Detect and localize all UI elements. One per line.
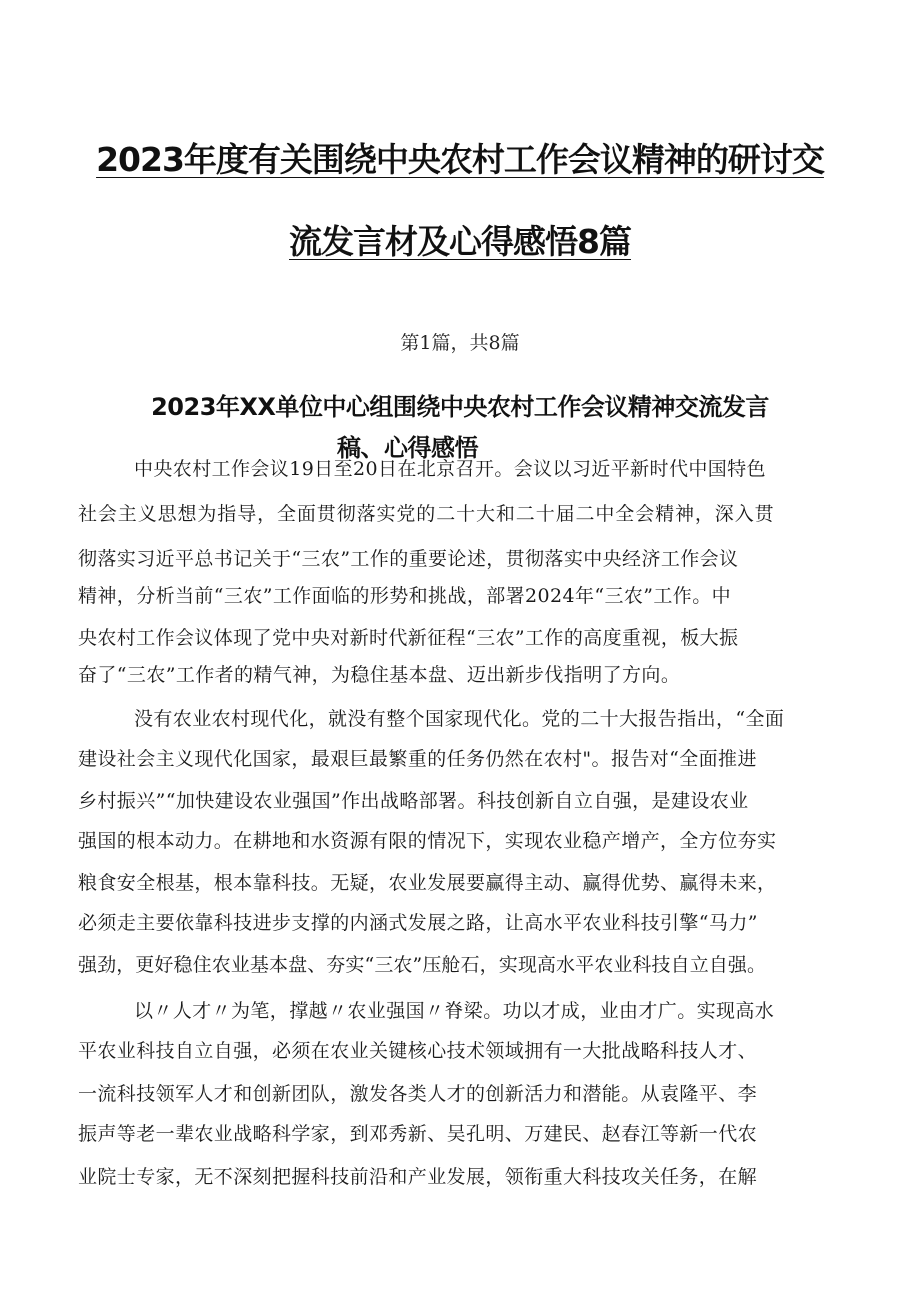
body-line: 必须走主要依靠科技进步支撑的内涵式发展之路，让高水平农业科技引擎“马力” <box>78 912 758 934</box>
body-line: 建设社会主义现代化国家，最艰巨最繁重的任务仍然在农村"。报告对“全面推进 <box>78 748 757 770</box>
body-line: 业院士专家，无不深刻把握科技前沿和产业发展，领衔重大科技攻关任务，在解 <box>78 1166 758 1188</box>
body-line: 彻落实习近平总书记关于“三农”工作的重要论述，贯彻落实中央经济工作会议 <box>78 548 739 570</box>
body-line: 没有农业农村现代化，就没有整个国家现代化。党的二十大报告指出，“全面 <box>134 708 785 730</box>
title-line-1-text: 2023年度有关围绕中央农村工作会议精神的研讨交 <box>96 140 824 179</box>
body-line: 以〃人才〃为笔，撑越〃农业强国〃脊梁。功以才成，业由才广。实现高水 <box>134 1000 775 1022</box>
body-line: 中央农村工作会议19日至20日在北京召开。会议以习近平新时代中国特色 <box>134 458 766 480</box>
body-line: 社会主义思想为指导，全面贯彻落实党的二十大和二十届二中全会精神，深入贯 <box>78 503 775 525</box>
part-label: 第1篇，共8篇 <box>400 332 520 354</box>
document-title-line-2 <box>70 222 850 262</box>
body-line: 粮食安全根基，根本靠科技。无疑，农业发展要赢得主动、赢得优势、赢得未来， <box>78 872 777 894</box>
body-line: 平农业科技自立自强，必须在农业关键核心技术领域拥有一大批战略科技人才、 <box>78 1040 758 1062</box>
body-line: 央农村工作会议体现了党中央对新时代新征程“三农”工作的高度重视，板大振 <box>78 627 739 649</box>
body-line: 乡村振兴”“加快建设农业强国”作出战略部署。科技创新自立自强，是建设农业 <box>78 790 749 812</box>
body-line: 振声等老一辈农业战略科学家，到邓秀新、吴孔明、万建民、赵春江等新一代农 <box>78 1123 758 1145</box>
body-line: 强国的根本动力。在耕地和水资源有限的情况下，实现农业稳产增产，全方位夯实 <box>78 830 777 852</box>
article-subtitle-line-1: 2023年XX单位中心组围绕中央农村工作会议精神交流发言 <box>151 392 769 421</box>
document-title-line-1 <box>70 140 850 180</box>
body-line: 精神，分析当前“三农”工作面临的形势和挑战，部署2024年“三农”工作。中 <box>78 585 732 607</box>
article-subtitle-line-2: 稿、心得感悟 <box>337 433 478 462</box>
title-line-2-text: 流发言材及心得感悟8篇 <box>289 222 631 261</box>
body-line: 一流科技领军人才和创新团队，激发各类人才的创新活力和潜能。从袁隆平、李 <box>78 1083 758 1105</box>
body-line: 强劲，更好稳住农业基本盘、夯实“三农”压舱石，实现高水平农业科技自立自强。 <box>78 954 767 976</box>
body-line: 奋了“三农”工作者的精气神，为稳住基本盘、迈出新步伐指明了方向。 <box>78 664 681 686</box>
